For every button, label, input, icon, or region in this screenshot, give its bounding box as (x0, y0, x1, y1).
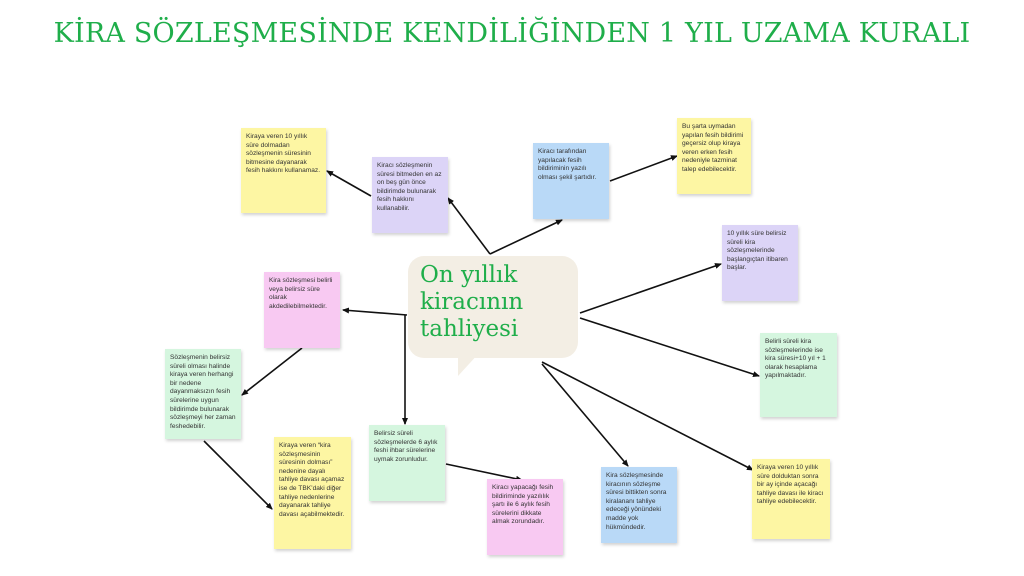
arrow-to-n3 (490, 220, 562, 254)
note-n2: Kiracı sözleşmenin süresi bitmeden en az on beş gün önce bildirimde bulunarak fesih hakkını kullanabilir. (372, 157, 448, 233)
center-topic-line-1: On yıllık (420, 262, 518, 288)
note-n5: 10 yıllık süre belirsiz süreli kira sözleşmelerinde başlangıçtan itibaren başlar. (722, 225, 798, 301)
note-n1: Kiraya veren 10 yıllık süre dolmadan sözleşmenin süresinin bitmesine dayanarak fesih hakkını kullanamaz. (241, 128, 326, 213)
arrow-n12-to-n11 (204, 441, 272, 509)
note-n11: Kiraya veren “kira sözleşmesinin süresinin dolması” nedenine dayalı tahliye davası açamaz ise de TBK’daki diğer tahliye nedenlerine dayanarak tahliye davası açabilmektedir. (274, 437, 351, 549)
note-n12: Sözleşmenin belirsiz süreli olması halinde kiraya veren herhangi bir nedene dayanmaksızın fesih sürelerine uygun bildirimde bulunarak sözleşmeyi her zaman feshedebilir. (165, 349, 241, 439)
arrow-n10-to-n9 (446, 464, 522, 480)
note-n7: Kiraya veren 10 yıllık süre dolduktan sonra bir ay içinde açacağı tahliye davası ile kiracı tahliye edebilecektir. (752, 459, 830, 539)
note-n9: Kiracı yapacağı fesih bildiriminde yazılılık şartı ile 6 aylık fesih sürelerini dikkate almak zorundadır. (487, 479, 563, 555)
note-n4: Bu şarta uymadan yapılan fesih bildirimi geçersiz olup kiraya veren erken fesih nedeniyle tazminat talep edebilecektir. (677, 118, 751, 194)
arrow-to-n6 (580, 318, 759, 376)
arrow-n2-to-n1 (327, 171, 371, 196)
arrow-to-n2 (448, 198, 490, 254)
center-topic-line-2: kiracının (420, 289, 524, 315)
arrow-center-to-n13 (343, 310, 407, 315)
center-topic-line-3: tahliyesi (420, 316, 519, 342)
page-title: KİRA SÖZLEŞMESİNDE KENDİLİĞİNDEN 1 YIL UZAMA KURALI (53, 18, 971, 49)
center-topic (420, 262, 570, 343)
note-n8: Kira sözleşmesinde kiracının sözleşme süresi bittikten sonra kiralananı tahliye edeceği yönündeki madde yok hükmündedir. (601, 467, 677, 543)
note-n10: Belirsiz süreli sözleşmelerde 6 aylık feshi ihbar sürelerine uymak zorunludur. (369, 425, 445, 501)
note-n13: Kira sözleşmesi belirli veya belirsiz süre olarak akdedilebilmektedir. (264, 272, 340, 348)
arrow-to-n7 (542, 362, 753, 470)
note-n3: Kiracı tarafından yapılacak fesih bildiriminin yazılı olması şekil şartıdır. (533, 143, 609, 219)
arrow-to-n8 (542, 364, 628, 466)
center-bubble-tail (458, 352, 480, 376)
note-n6: Belirli süreli kira sözleşmelerinde ise kira süresi+10 yıl + 1 olarak hesaplama yapılmaktadır. (760, 333, 837, 417)
arrow-n3-to-n4 (610, 156, 677, 181)
arrow-n13-to-n12 (242, 348, 302, 395)
arrow-to-n5 (580, 264, 721, 313)
